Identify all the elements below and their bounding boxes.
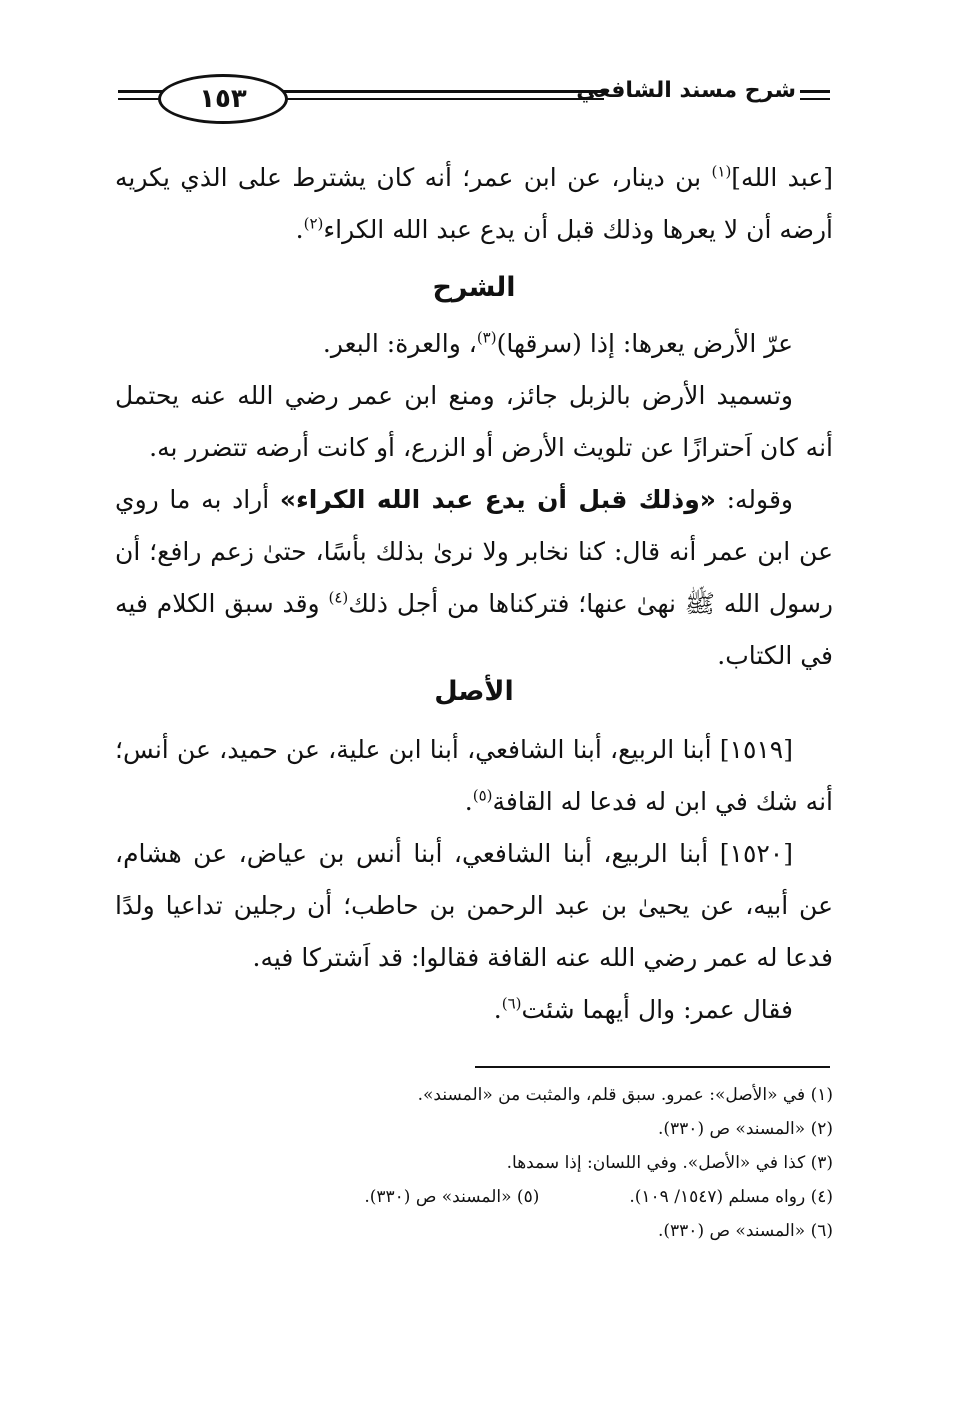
page-number: ١٥٣: [158, 74, 288, 124]
header-rule-middle-bottom: [278, 98, 604, 100]
text: ، والعرة: البعر.: [322, 329, 477, 358]
footnote-5: (٥) «المسند» ص (٣٣٠).: [364, 1187, 540, 1207]
quoted-phrase: «وذلك قبل أن يدع عبد الله الكراء»: [279, 485, 716, 514]
paragraph-tasmid: وتسميد الأرض بالزبل جائز، ومنع ابن عمر رضي الله عنه يحتمل أنه كان اَحترازًا عن تلويث الأرض أو الزرع، أو كانت أرضه تتضرر به.: [115, 381, 833, 462]
running-header: [118, 68, 830, 126]
hadith-block: [115, 724, 833, 1036]
paragraph-intro: [115, 152, 833, 256]
header-rule-right-top: [800, 90, 830, 93]
text: [عبد الله]: [731, 163, 833, 192]
footnote-ref-4: (٤): [328, 588, 349, 607]
footnote-ref-5: (٥): [472, 786, 493, 805]
footnote-ref-2: (٢): [303, 214, 324, 233]
text: .: [464, 787, 473, 816]
footnote-2: (٢) «المسند» ص (٣٣٠).: [657, 1119, 833, 1139]
text: أراد به ما روي عن ابن عمر أنه قال: كنا نخابر ولا نرىٰ بذلك بأسًا، حتىٰ زعم رافع؛ أن رسول الله ﷺ نهىٰ عنها؛ فتركناها من أجل ذلك: [115, 485, 834, 618]
footnotes: [115, 1078, 833, 1248]
section-heading-asl: الأصل: [434, 676, 514, 707]
footnote-6: (٦) «المسند» ص (٣٣٠).: [657, 1221, 833, 1241]
footnote-4: (٤) رواه مسلم (١٥٤٧/ ١٠٩).: [629, 1187, 833, 1207]
paragraph-hadith-1520: [١٥٢٠] أبنا الربيع، أبنا الشافعي، أبنا أنس بن عياض، عن هشام، عن أبيه، عن يحيىٰ بن عبد الرحمن بن حاطب؛ أن رجلين تداعيا ولدًا فدعا له عمر رضي الله عنه القافة فقالوا: قد اَشتركا فيه.: [115, 839, 833, 972]
commentary-block: [115, 318, 833, 682]
footnote-row-4-5: [115, 1180, 833, 1214]
text: .: [493, 995, 502, 1024]
footnote-ref-6: (٦): [501, 994, 522, 1013]
text: [١٥١٩] أبنا الربيع، أبنا الشافعي، أبنا ابن علية، عن حميد، عن أنس؛ أنه شك في ابن له فدعا له القافة: [115, 735, 833, 816]
text: وقد سبق الكلام فيه في الكتاب.: [115, 589, 833, 670]
text: عرّ الأرض يعرها: إذا (سرقها): [496, 329, 793, 358]
header-rule-middle-top: [278, 90, 604, 93]
footnote-1: (١) في «الأصل»: عمرو. سبق قلم، والمثبت من «المسند».: [417, 1085, 833, 1105]
text: بن دينار، عن ابن عمر؛ أنه كان يشترط على الذي يكريه أرضه أن لا يعرها وذلك قبل أن يدع عبد الله الكراء: [115, 163, 833, 244]
footnote-ref-3: (٣): [476, 328, 497, 347]
text: .: [295, 215, 304, 244]
footnote-ref-1: (١): [711, 162, 732, 181]
footnote-3: (٣) كذا في «الأصل». وفي اللسان: إذا سمدها.: [506, 1153, 833, 1173]
text: فقال عمر: وال أيهما شئت: [521, 995, 793, 1024]
running-title: شرح مسند الشافعي: [576, 78, 796, 103]
section-heading-sharh: الشرح: [432, 272, 516, 303]
footnote-separator: [475, 1066, 830, 1068]
text: وقوله:: [715, 485, 793, 514]
header-rule-right-bottom: [800, 98, 830, 100]
